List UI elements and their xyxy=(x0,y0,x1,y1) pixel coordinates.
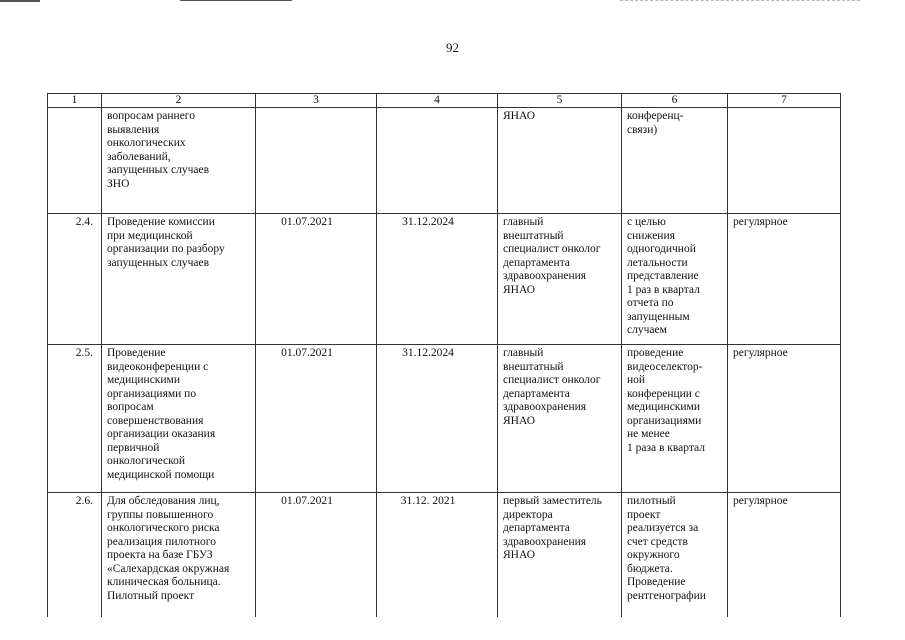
start-date xyxy=(256,493,377,617)
result-cell-line: случаем xyxy=(627,324,667,336)
result-cell-line: 1 раза в квартал xyxy=(627,441,705,454)
table-row xyxy=(48,345,841,493)
result-cell-line: медицинскими xyxy=(627,401,700,413)
activity-cell-line: запущенных случаев xyxy=(107,164,210,176)
activity-cell xyxy=(102,345,256,493)
result-cell-line: ной xyxy=(627,374,646,386)
plan-table xyxy=(47,93,841,617)
result-cell-line: конференции с xyxy=(627,387,700,400)
activity-cell-line: организации оказания xyxy=(107,428,216,440)
activity-cell-line: при медицинской xyxy=(107,229,193,242)
result-cell-line: рентгенографии xyxy=(627,589,706,602)
end-date xyxy=(377,345,498,493)
activity-cell-line: Для обследования лиц, xyxy=(107,495,220,507)
header-row xyxy=(48,94,841,108)
activity-cell-line: организации по разбору xyxy=(107,243,225,255)
result-cell-line: отчета по xyxy=(627,297,674,309)
activity-cell-line: клиническая больница. xyxy=(107,576,221,588)
row-number xyxy=(48,214,102,345)
activity-cell-line: реализация пилотного xyxy=(107,535,216,548)
responsible-cell xyxy=(498,108,622,214)
responsible-cell xyxy=(498,214,622,345)
responsible-cell-line: специалист онколог xyxy=(503,243,601,255)
row-number-line: 2.4. xyxy=(75,216,93,228)
result-cell-line: с целью xyxy=(627,216,666,228)
result-cell-line: летальности xyxy=(627,256,688,269)
activity-cell-line: видеоконференции с xyxy=(107,360,209,373)
responsible-cell-line: внештатный xyxy=(503,360,564,373)
activity-cell-line: запущенных случаев xyxy=(107,256,210,269)
type-cell xyxy=(728,214,841,345)
responsible-cell-line: главный xyxy=(503,216,544,228)
activity-cell-line: онкологической xyxy=(107,455,186,467)
activity-cell-line: Проведение комиссии xyxy=(107,216,215,228)
result-cell xyxy=(622,108,728,214)
activity-cell-line: Пилотный проект xyxy=(107,589,195,602)
responsible-cell-line: здравоохранения xyxy=(503,270,587,282)
type-cell-line: регулярное xyxy=(733,495,788,507)
row-number xyxy=(48,345,102,493)
result-cell xyxy=(622,493,728,617)
activity-cell-line: организациями по xyxy=(107,387,197,400)
responsible-cell-line: главный xyxy=(503,347,544,359)
activity-cell xyxy=(102,493,256,617)
responsible-cell-line: департамента xyxy=(503,387,570,400)
result-cell-line: не менее xyxy=(627,428,670,440)
result-cell-line: Проведение xyxy=(627,576,686,588)
result-cell-line: конференц- xyxy=(627,110,684,122)
row-number xyxy=(48,493,102,617)
start-date xyxy=(256,108,377,214)
responsible-cell-line: внештатный xyxy=(503,229,564,242)
scan-top-line-left xyxy=(0,0,40,2)
activity-cell-line: вопросам раннего xyxy=(107,110,195,122)
start-date-line: 01.07.2021 xyxy=(281,216,333,228)
col-header: 7 xyxy=(728,94,841,108)
result-cell-line: бюджета. xyxy=(627,562,673,575)
result-cell-line: 1 раз в квартал xyxy=(627,283,700,296)
scan-top-line-mid xyxy=(180,0,292,1)
result-cell-line: окружного xyxy=(627,549,680,561)
activity-cell-line: группы повышенного xyxy=(107,508,214,521)
responsible-cell-line: ЯНАО xyxy=(503,283,536,296)
responsible-cell-line: здравоохранения xyxy=(503,401,587,413)
col-header: 6 xyxy=(622,94,728,108)
row-number-line: 2.5. xyxy=(75,347,93,359)
result-cell-line: реализуется за xyxy=(627,522,699,534)
activity-cell-line: ЗНО xyxy=(107,177,130,190)
responsible-cell-line: ЯНАО xyxy=(503,414,536,427)
result-cell xyxy=(622,345,728,493)
result-cell-line: видеоселектор- xyxy=(627,360,703,373)
col-header: 4 xyxy=(377,94,498,108)
responsible-cell-line: директора xyxy=(503,508,553,521)
result-cell-line: запущенным xyxy=(627,310,690,323)
type-cell xyxy=(728,493,841,617)
responsible-cell xyxy=(498,345,622,493)
result-cell-line: счет средств xyxy=(627,535,688,548)
col-header: 1 xyxy=(48,94,102,108)
result-cell-line: пилотный xyxy=(627,495,676,507)
end-date xyxy=(377,108,498,214)
result-cell-line: представление xyxy=(627,270,699,282)
responsible-cell-line: специалист онколог xyxy=(503,374,601,386)
start-date-line: 01.07.2021 xyxy=(281,495,333,507)
result-cell-line: проект xyxy=(627,508,661,521)
responsible-cell-line: ЯНАО xyxy=(503,110,536,122)
activity-cell-line: проекта на базе ГБУЗ xyxy=(107,549,213,561)
end-date xyxy=(377,493,498,617)
activity-cell-line: совершенствования xyxy=(107,414,204,427)
end-date-line: 31.12.2024 xyxy=(402,216,454,228)
start-date-line: 01.07.2021 xyxy=(281,347,333,359)
table-row xyxy=(48,108,841,214)
activity-cell-line: медицинской помощи xyxy=(107,468,215,481)
responsible-cell-line: департамента xyxy=(503,256,570,269)
responsible-cell xyxy=(498,493,622,617)
type-cell xyxy=(728,108,841,214)
end-date xyxy=(377,214,498,345)
start-date xyxy=(256,214,377,345)
responsible-cell-line: ЯНАО xyxy=(503,549,536,561)
activity-cell-line: выявления xyxy=(107,123,160,136)
result-cell-line: организациями xyxy=(627,414,702,427)
result-cell-line: одногодичной xyxy=(627,243,696,255)
scan-artifact-marks xyxy=(620,0,860,5)
result-cell xyxy=(622,214,728,345)
end-date-line: 31.12. 2021 xyxy=(400,495,456,507)
col-header: 5 xyxy=(498,94,622,108)
col-header: 2 xyxy=(102,94,256,108)
responsible-cell-line: департамента xyxy=(503,522,570,534)
activity-cell xyxy=(102,214,256,345)
col-header: 3 xyxy=(256,94,377,108)
table-row xyxy=(48,493,841,617)
activity-cell-line: онкологического риска xyxy=(107,522,220,534)
activity-cell xyxy=(102,108,256,214)
type-cell-line: регулярное xyxy=(733,216,788,228)
row-number-line: 2.6. xyxy=(75,495,93,507)
result-cell-line: проведение xyxy=(627,347,684,359)
responsible-cell-line: первый заместитель xyxy=(503,495,602,507)
start-date xyxy=(256,345,377,493)
result-cell-line: снижения xyxy=(627,229,675,242)
activity-cell-line: Проведение xyxy=(107,347,166,359)
activity-cell-line: онкологических xyxy=(107,137,186,149)
activity-cell-line: вопросам xyxy=(107,401,154,413)
activity-cell-line: заболеваний, xyxy=(107,150,171,163)
table-row xyxy=(48,214,841,345)
responsible-cell-line: здравоохранения xyxy=(503,535,587,548)
activity-cell-line: первичной xyxy=(107,441,160,454)
activity-cell-line: «Салехардская окружная xyxy=(107,562,230,575)
activity-cell-line: медицинскими xyxy=(107,374,180,386)
row-number xyxy=(48,108,102,214)
result-cell-line: связи) xyxy=(627,123,658,136)
type-cell-line: регулярное xyxy=(733,347,788,359)
end-date-line: 31.12.2024 xyxy=(402,347,454,359)
type-cell xyxy=(728,345,841,493)
page-number: 92 xyxy=(446,40,459,55)
